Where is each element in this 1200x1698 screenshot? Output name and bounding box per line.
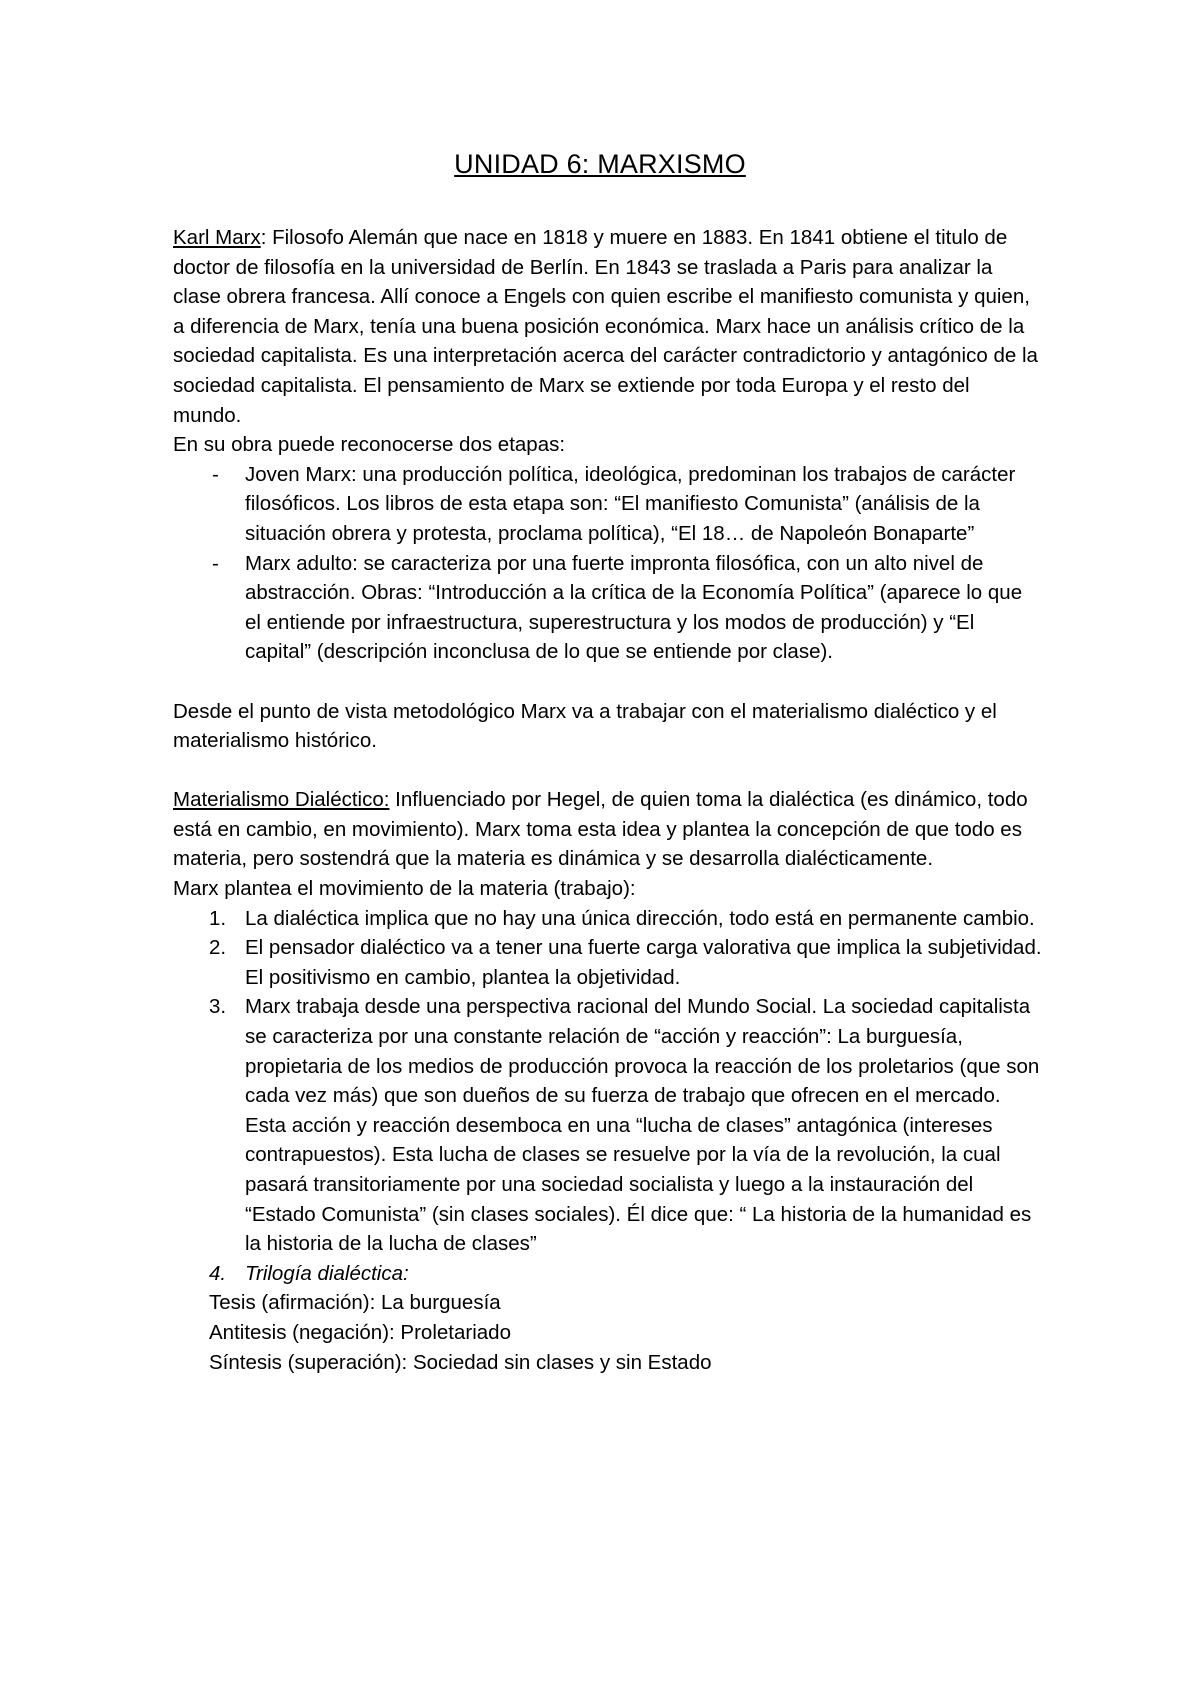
methodology-paragraph: Desde el punto de vista metodológico Marx va a trabajar con el materialismo dialéctico y el materialismo histórico.	[173, 699, 997, 753]
stages-list	[173, 460, 1043, 667]
karl-marx-label: Karl Marx	[173, 226, 261, 249]
point-text: Trilogía dialéctica:	[245, 1261, 409, 1285]
spacer	[173, 756, 1043, 786]
intro-text: : Filosofo Alemán que nace en 1818 y muere en 1883. En 1841 obtiene el titulo de doctor de filosofía en la universidad de Berlín. En 1843 se traslada a Paris para analizar la clase obrera francesa. Allí conoce a Engels con quien escribe el manifiesto comunista y quien, a diferencia de Marx, tenía una buena posición económica. Marx hace un análisis crítico de la sociedad capitalista. Es una interpretación acerca del carácter contradictorio y antagónico de la sociedad capitalista. El pensamiento de Marx se extiende por toda Europa y el resto del mundo.	[173, 226, 1038, 427]
document-body	[173, 223, 1043, 1377]
point-text: El pensador dialéctico va a tener una fuerte carga valorativa que implica la subjetividad. El positivismo en cambio, plantea la objetividad.	[245, 936, 1042, 989]
trilogy-thesis: Tesis (afirmación): La burguesía	[209, 1291, 501, 1315]
list-number: 1.	[209, 906, 227, 930]
trilogy-antithesis: Antitesis (negación): Proletariado	[209, 1320, 511, 1344]
list-item	[173, 992, 1043, 1258]
list-number: 2.	[209, 936, 227, 960]
stages-intro: En su obra puede reconocerse dos etapas:	[173, 433, 566, 457]
intro-paragraph	[173, 223, 1043, 430]
list-item	[173, 549, 1043, 667]
list-item	[173, 933, 1043, 992]
list-number: 3.	[209, 995, 227, 1019]
movement-intro: Marx plantea el movimiento de la materia (trabajo):	[173, 877, 636, 901]
points-list	[173, 904, 1043, 1289]
dialectic-paragraph	[173, 785, 1043, 874]
list-number: 4.	[209, 1261, 227, 1285]
bullet-dash: -	[212, 551, 219, 575]
list-item	[173, 904, 1043, 934]
point-text: Marx trabaja desde una perspectiva racional del Mundo Social. La sociedad capitalista se caracteriza por una constante relación de “acción y reacción”: La burguesía, propietaria de los medios de producción provoca la reacción de los proletarios (que son cada vez más) que son dueños de su fuerza de trabajo que ofrecen en el mercado. Esta acción y reacción desemboca en una “lucha de clases” antagónica (intereses contrapuestos). Esta lucha de clases se resuelve por la vía de la revolución, la cual pasará transitoriamente por una sociedad socialista y luego a la instauración del “Estado Comunista” (sin clases sociales). Él dice que: “ La historia de la humanidad es la historia de la lucha de clases”	[245, 995, 1040, 1256]
stage-text: Marx adulto: se caracteriza por una fuerte impronta filosófica, con un alto nivel de abstracción. Obras: “Introducción a la crítica de la Economía Política” (aparece lo que el entiende por infraestructura, superestructura y los modos de producción) y “El capital” (descripción inconclusa de lo que se entiende por clase).	[245, 551, 1023, 664]
bullet-dash: -	[212, 462, 219, 486]
stage-text: Joven Marx: una producción política, ideológica, predominan los trabajos de carácter filosóficos. Los libros de esta etapa son: “El manifiesto Comunista” (análisis de la situación obrera y protesta, proclama política), “El 18… de Napoleón Bonaparte”	[245, 462, 1016, 545]
spacer	[173, 667, 1043, 697]
dialectic-text: Influenciado por Hegel, de quien toma la dialéctica (es dinámico, todo está en cambio, en movimiento). Marx toma esta idea y plantea la concepción de que todo es materia, pero sostendrá que la materia es dinámica y se desarrolla dialécticamente.	[173, 788, 1028, 871]
list-item	[173, 1259, 1043, 1289]
trilogy-synthesis: Síntesis (superación): Sociedad sin clases y sin Estado	[209, 1350, 712, 1374]
list-item	[173, 460, 1043, 549]
dialectic-label: Materialismo Dialéctico:	[173, 788, 390, 812]
point-text: La dialéctica implica que no hay una única dirección, todo está en permanente cambio.	[245, 906, 1035, 930]
page-title: UNIDAD 6: MARXISMO	[454, 149, 746, 179]
